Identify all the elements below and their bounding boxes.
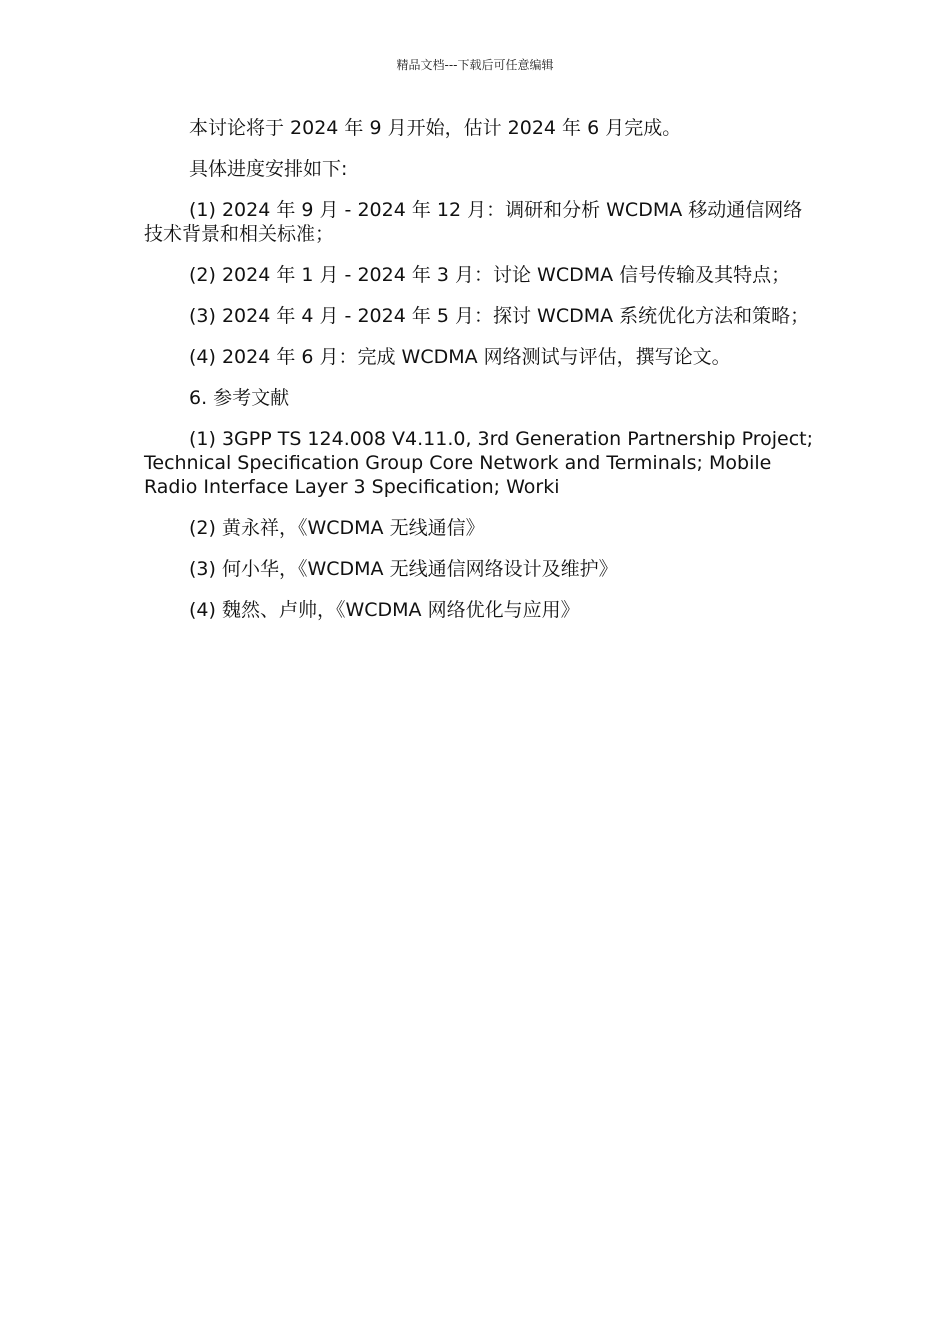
schedule-item-1: (1) 2024 年 9 月 - 2024 年 12 月：调研和分析 WCDMA 移动通信网络技术背景和相关标准；	[144, 199, 803, 245]
schedule-intro: 本讨论将于 2024 年 9 月开始，估计 2024 年 6 月完成。	[189, 117, 682, 139]
reference-item-1: (1) 3GPP TS 124.008 V4.11.0, 3rd Generation Partnership Project; Technical Specification Group Core Network and Terminals; Mobile Radio Interface Layer 3 Specification; Worki	[144, 428, 814, 498]
references-heading: 6. 参考文献	[189, 387, 290, 409]
reference-item-2: (2) 黄永祥，《WCDMA 无线通信》	[189, 517, 485, 539]
schedule-heading: 具体进度安排如下:	[189, 158, 348, 180]
schedule-item-4: (4) 2024 年 6 月：完成 WCDMA 网络测试与评估，撰写论文。	[189, 346, 731, 368]
reference-item-4: (4) 魏然、卢帅，《WCDMA 网络优化与应用》	[189, 599, 580, 621]
schedule-item-3: (3) 2024 年 4 月 - 2024 年 5 月：探讨 WCDMA 系统优化方法和策略；	[189, 305, 810, 327]
reference-item-3: (3) 何小华，《WCDMA 无线通信网络设计及维护》	[189, 558, 618, 580]
page-header: 精品文档---下载后可任意编辑	[396, 58, 554, 72]
schedule-item-2: (2) 2024 年 1 月 - 2024 年 3 月：讨论 WCDMA 信号传输及其特点；	[189, 264, 791, 286]
document-body	[144, 116, 816, 639]
